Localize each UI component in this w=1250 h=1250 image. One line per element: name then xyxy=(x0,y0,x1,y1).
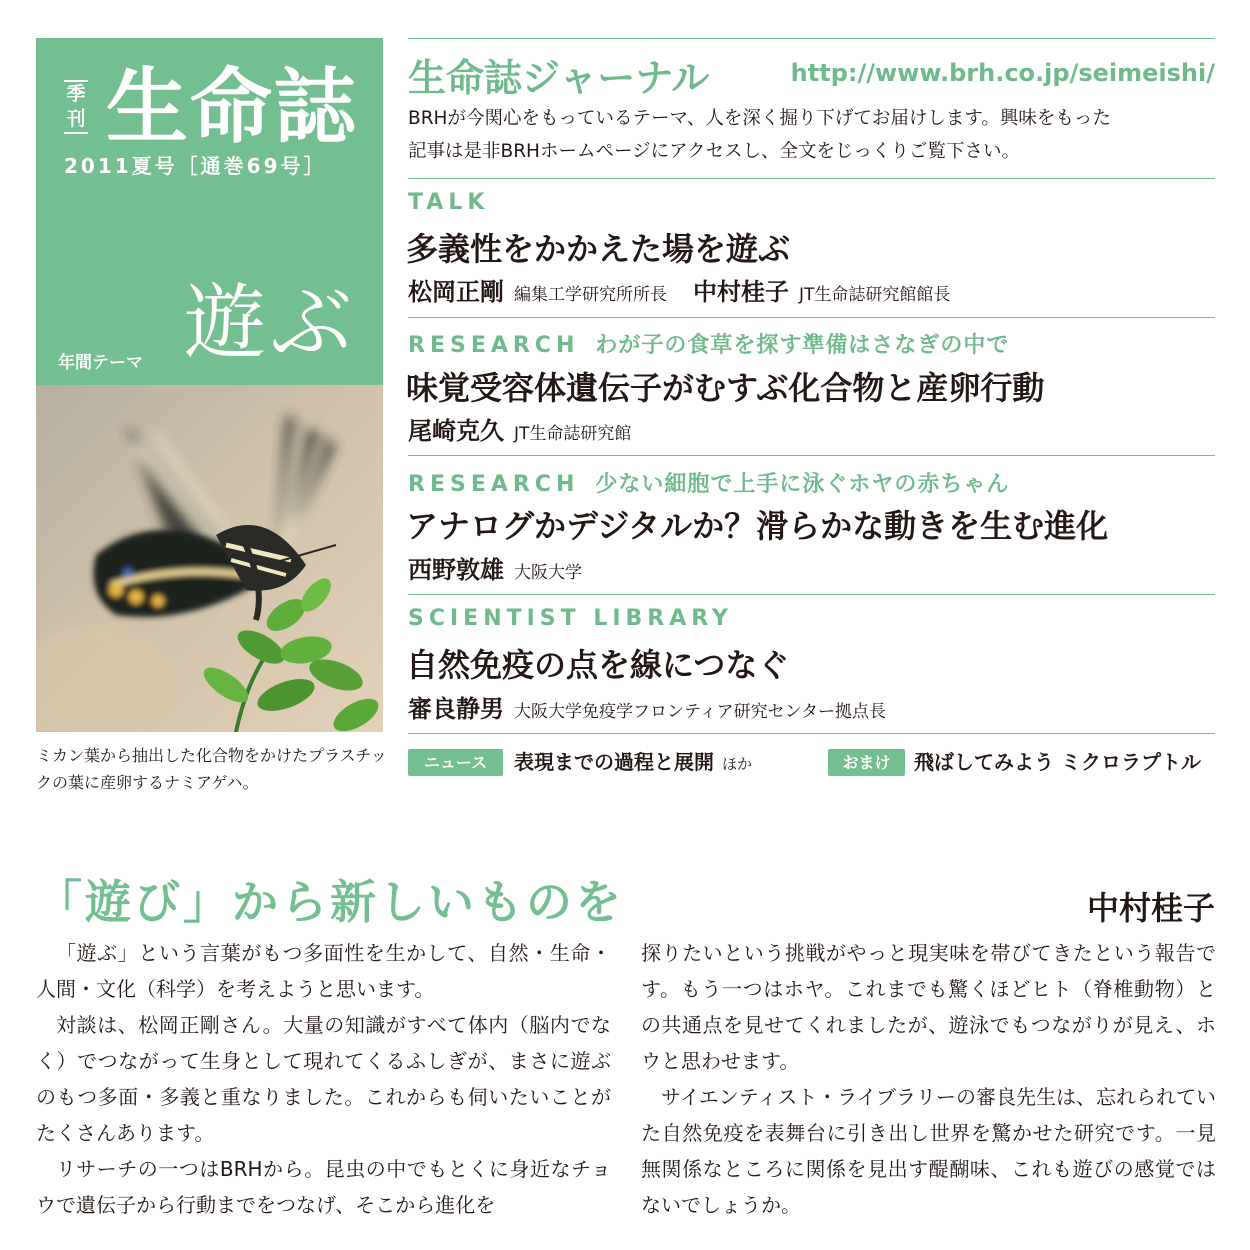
kikan-char-2: 刊 xyxy=(66,108,86,130)
cover-panel xyxy=(36,38,383,385)
theme-title: 遊ぶ xyxy=(184,276,357,371)
journal-title: 生命誌ジャーナル xyxy=(408,56,710,100)
editorial-paragraph: 「遊ぶ」という言葉がもつ多面性を生かして、自然・生命・人間・文化（科学）を考えようと思います。 xyxy=(36,941,611,1001)
editorial-paragraph: サイエンティスト・ライブラリーの審良先生は、忘れられていた自然免疫を表舞台に引き出し世界を驚かせた研究です。一見無関係なところに関係を見出す醍醐味、これも遊びの感覚ではないでしょうか。 xyxy=(641,1085,1216,1217)
article-title[interactable]: 味覚受容体遺伝子がむすぶ化合物と産卵行動 xyxy=(406,369,1045,407)
author-name: 中村桂子 xyxy=(693,278,789,306)
section-category: SCIENTIST LIBRARY xyxy=(408,606,733,631)
editorial-column-right xyxy=(641,935,1216,1223)
photo-caption: ミカン葉から抽出した化合物をかけたプラスチックの葉に産卵するナミアゲハ。 xyxy=(36,746,387,792)
author-name: 松岡正剛 xyxy=(408,278,504,306)
description-line: 記事は是非BRHホームページにアクセスし、全文をじっくりご覧下さい。 xyxy=(408,141,1021,162)
article-authors xyxy=(408,689,912,724)
magazine-title: 生命誌 xyxy=(106,60,359,155)
author-name: 尾崎克久 xyxy=(408,417,504,445)
author-affiliation: JT生命誌研究館 xyxy=(514,424,632,444)
editorial-paragraph: 探りたいという挑戦がやっと現実味を帯びてきたという報告です。もう一つはホヤ。これまでも驚くほどヒト（脊椎動物）との共通点を見せてくれましたが、遊泳でもつながりが見え、ホウと思わせます。 xyxy=(641,941,1216,1073)
journal-url-link[interactable]: http://www.brh.co.jp/seimeishi/ xyxy=(790,59,1215,87)
divider xyxy=(408,38,1215,39)
kikan-char-1: 季 xyxy=(66,83,86,105)
omake-item[interactable]: 飛ばしてみよう ミクロラプトル xyxy=(914,750,1201,774)
news-badge: ニュース xyxy=(408,749,503,776)
editorial-column-left xyxy=(36,935,611,1223)
article-title[interactable]: 自然免疫の点を線につなぐ xyxy=(406,646,790,684)
author-affiliation: 編集工学研究所所長 xyxy=(514,285,667,305)
author-affiliation: JT生命誌研究館館長 xyxy=(799,285,951,305)
article-authors xyxy=(408,550,608,585)
journal-description xyxy=(408,102,1218,168)
category-label: RESEARCH xyxy=(408,472,580,497)
news-suffix: ほか xyxy=(722,755,753,773)
section-category xyxy=(408,467,1009,498)
omake-badge: おまけ xyxy=(828,749,905,776)
news-text: 表現までの過程と展開 xyxy=(514,750,714,774)
section-category: TALK xyxy=(408,190,490,215)
editorial-paragraph: リサーチの一つはBRHから。昆虫の中でもとくに身近なチョウで遺伝子から行動までをつなげ、そこから進化を xyxy=(36,1157,611,1217)
section-subtitle: 少ない細胞で上手に泳ぐホヤの赤ちゃん xyxy=(595,472,1010,497)
butterfly-photo xyxy=(36,385,383,732)
divider xyxy=(408,178,1215,179)
author-name: 西野敦雄 xyxy=(408,556,504,584)
article-title[interactable]: アナログかデジタルか？滑らかな動きを生む進化 xyxy=(406,507,1109,545)
theme-label: 年間テーマ xyxy=(58,353,143,373)
article-authors xyxy=(408,411,657,446)
category-label: RESEARCH xyxy=(408,333,580,358)
section-subtitle: わが子の食草を探す準備はさなぎの中で xyxy=(595,333,1010,358)
author-affiliation: 大阪大学免疫学フロンティア研究センター拠点長 xyxy=(514,702,886,722)
divider xyxy=(408,594,1215,595)
editorial-paragraph: 対談は、松岡正剛さん。大量の知識がすべて体内（脳内でなく）でつながって生身として現れてくるふしぎが、まさに遊ぶのもつ多面・多義と重なりました。これからも伺いたいことがたくさんあります。 xyxy=(36,1013,611,1145)
divider xyxy=(408,317,1215,318)
divider xyxy=(408,455,1215,456)
author-name: 審良静男 xyxy=(408,695,504,723)
butterfly-image xyxy=(36,385,383,732)
author-affiliation: 大阪大学 xyxy=(514,563,582,583)
kikan-label xyxy=(64,80,88,134)
description-line: BRHが今関心をもっているテーマ、人を深く掘り下げてお届けします。興味をもった xyxy=(408,108,1111,129)
editorial-author: 中村桂子 xyxy=(1086,889,1215,927)
section-category xyxy=(408,328,1009,359)
news-item[interactable] xyxy=(514,749,752,778)
issue-label: 2011夏号［通巻69号］ xyxy=(64,154,327,178)
article-title[interactable]: 多義性をかかえた場を遊ぶ xyxy=(406,230,791,268)
article-authors xyxy=(408,272,976,307)
editorial-title: 「遊び」から新しいものを xyxy=(36,875,624,929)
divider xyxy=(408,733,1215,734)
